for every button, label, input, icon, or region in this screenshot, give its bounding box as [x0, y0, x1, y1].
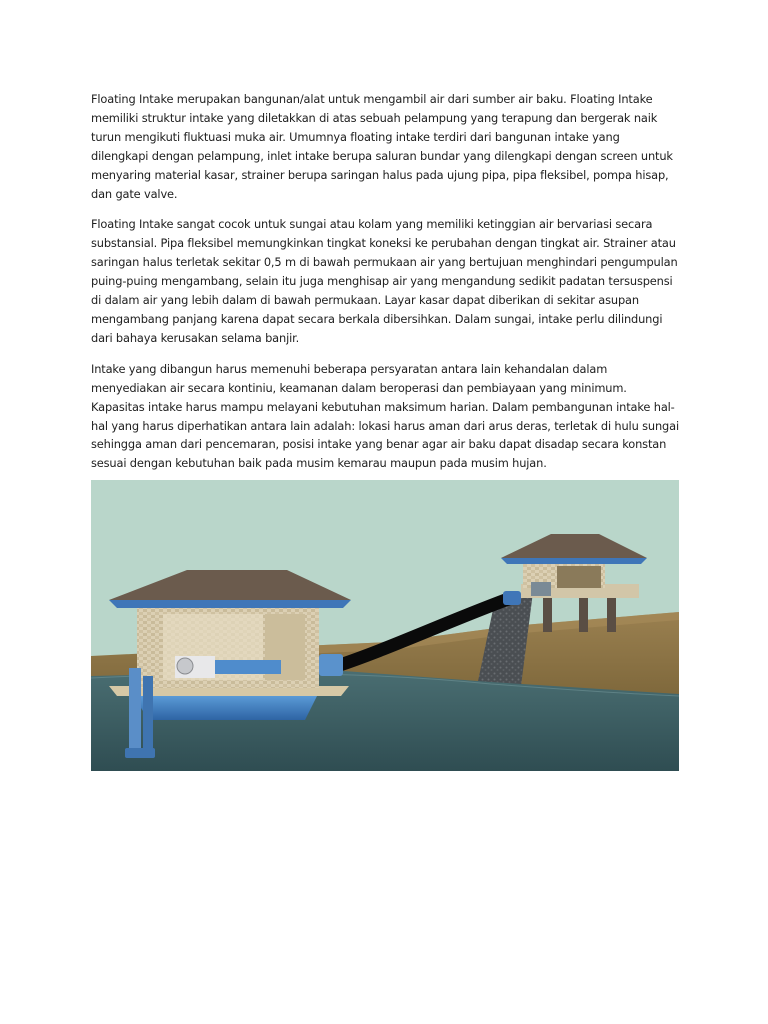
paragraph-3: Intake yang dibangun harus memenuhi beberapa persyaratan antara lain kehandalan dalam menyediakan air secara kontiniu, keamanan dalam beroperasi dan pembiayaan yang minimum. Kapasitas intake harus mampu melayani kebutuhan maksimum harian. Dalam pembangunan intake hal-hal yang harus diperhatikan antara lain adalah: lokasi harus aman dari arus deras, terletak di hulu sungai sehingga aman dari pencemaran, posisi intake yang benar agar air baku dapat disadap secara konstan sesuai dengan kebutuhan baik pada musim kemarau maupun pada musim hujan. [91, 361, 679, 471]
floating-intake-illustration [91, 480, 679, 771]
paragraph-1: Floating Intake merupakan bangunan/alat untuk mengambil air dari sumber air baku. Floating Intake memiliki struktur intake yang diletakkan di atas sebuah pelampung yang terapung dan bergerak naik turun mengikuti fluktuasi muka air. Umumnya floating intake terdiri dari bangunan intake yang dilengkapi dengan pelampung, inlet intake berupa saluran bundar yang dilengkapi dengan screen untuk menyaring material kasar, strainer berupa saringan halus pada ujung pipa, pipa fleksibel, pompa hisap, dan gate valve. [91, 92, 673, 201]
document-body [91, 90, 679, 485]
paragraph-2: Floating Intake sangat cocok untuk sungai atau kolam yang memiliki ketinggian air bervariasi secara substansial. Pipa fleksibel memungkinkan tingkat koneksi ke perubahan dengan tingkat air. Strainer atau saringan halus terletak sekitar 0,5 m di bawah permukaan air yang bertujuan menghindari pengumpulan puing-puing mengambang, selain itu juga menghisap air yang mengandung sedikit padatan tersuspensi di dalam air yang lebih dalam di bawah permukaan. Layar kasar dapat diberikan di sekitar asupan mengambang panjang karena dapat secara berkala dibersihkan. Dalam sungai, intake perlu dilindungi dari bahaya kerusakan selama banjir. [91, 217, 678, 345]
